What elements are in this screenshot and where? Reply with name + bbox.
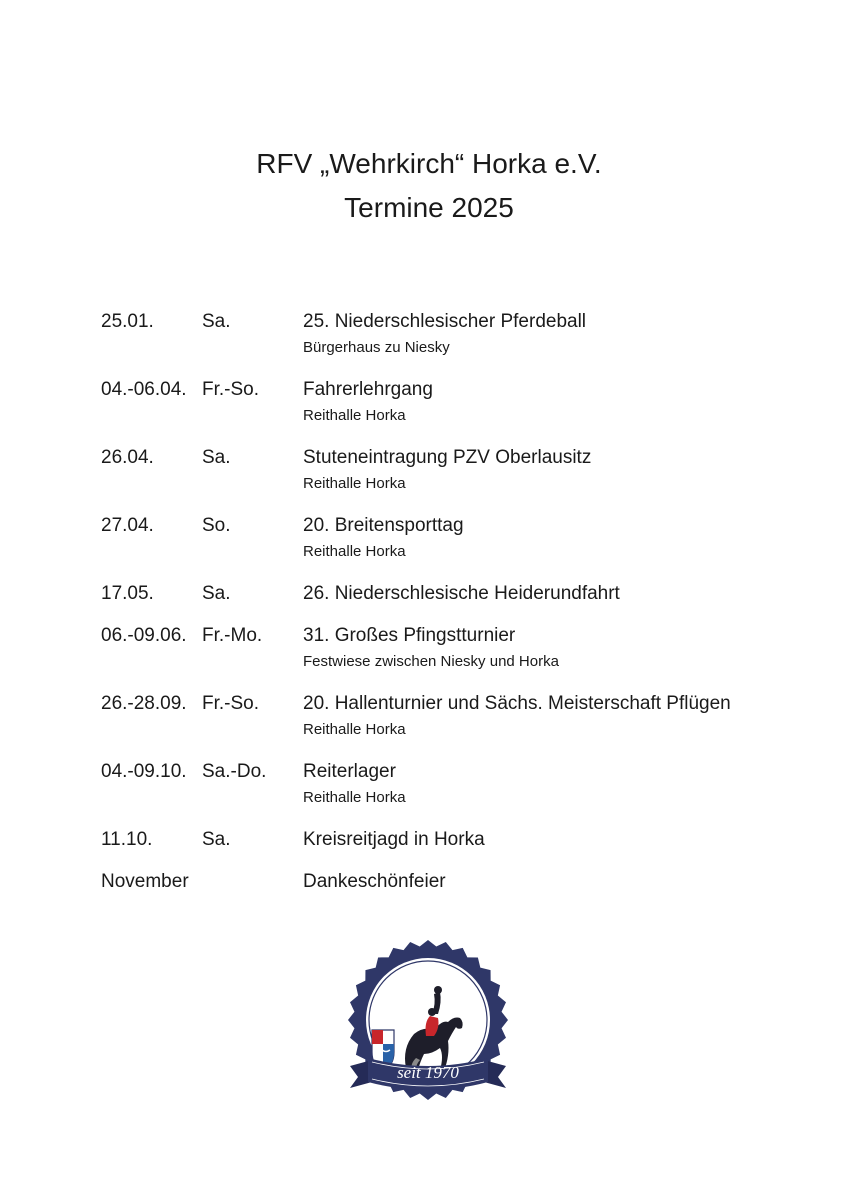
event-name: Reiterlager [303, 761, 396, 782]
event-date: November [101, 871, 189, 892]
event-date: 04.-06.04. [101, 379, 187, 400]
page-title: Termine 2025 [344, 192, 514, 223]
logo-since-text: seit 1970 [397, 1063, 459, 1082]
event-day: Sa. [202, 829, 231, 850]
event-date: 04.-09.10. [101, 761, 187, 782]
event-date: 25.01. [101, 311, 154, 332]
event-name: Fahrerlehrgang [303, 379, 433, 400]
event-location: Reithalle Horka [303, 407, 406, 424]
event-location: Reithalle Horka [303, 475, 406, 492]
event-name: Kreisreitjagd in Horka [303, 829, 485, 850]
event-day: Sa.-Do. [202, 761, 267, 782]
events-list [101, 310, 801, 912]
club-logo [346, 938, 510, 1108]
event-name: 26. Niederschlesische Heiderundfahrt [303, 583, 620, 604]
event-day: Fr.-So. [202, 379, 260, 400]
event-location: Festwiese zwischen Niesky und Horka [303, 653, 559, 670]
event-name: 25. Niederschlesischer Pferdeball [303, 311, 587, 332]
event-location: Reithalle Horka [303, 789, 406, 806]
event-date: 06.-09.06. [101, 625, 187, 646]
event-day: So. [202, 515, 231, 536]
event-day: Sa. [202, 447, 231, 468]
title-block [0, 142, 848, 230]
event-item [101, 514, 801, 582]
event-name: 31. Großes Pfingstturnier [303, 625, 516, 646]
event-day: Sa. [202, 583, 231, 604]
event-location: Reithalle Horka [303, 721, 406, 738]
event-location: Reithalle Horka [303, 543, 406, 560]
event-item [101, 828, 801, 870]
event-item [101, 760, 801, 828]
event-item [101, 446, 801, 514]
event-day: Fr.-Mo. [202, 625, 263, 646]
event-name: 20. Breitensporttag [303, 515, 464, 536]
logo-ribbon [350, 1058, 506, 1090]
event-day: Fr.-So. [202, 693, 260, 714]
event-item [101, 378, 801, 446]
event-name: Stuteneintragung PZV Oberlausitz [303, 447, 592, 468]
club-name: RFV „Wehrkirch“ Horka e.V. [256, 148, 602, 179]
event-date: 11.10. [101, 829, 153, 850]
event-name: Dankeschönfeier [303, 871, 446, 892]
event-item [101, 582, 801, 624]
event-date: 17.05. [101, 583, 154, 604]
event-item [101, 692, 801, 760]
event-item [101, 624, 801, 692]
event-item [101, 310, 801, 378]
event-location: Bürgerhaus zu Niesky [303, 339, 450, 356]
event-name: 20. Hallenturnier und Sächs. Meisterschaft Pflügen [303, 693, 731, 714]
event-date: 27.04. [101, 515, 154, 536]
event-item [101, 870, 801, 912]
event-date: 26.04. [101, 447, 154, 468]
event-day: Sa. [202, 311, 231, 332]
event-date: 26.-28.09. [101, 693, 187, 714]
